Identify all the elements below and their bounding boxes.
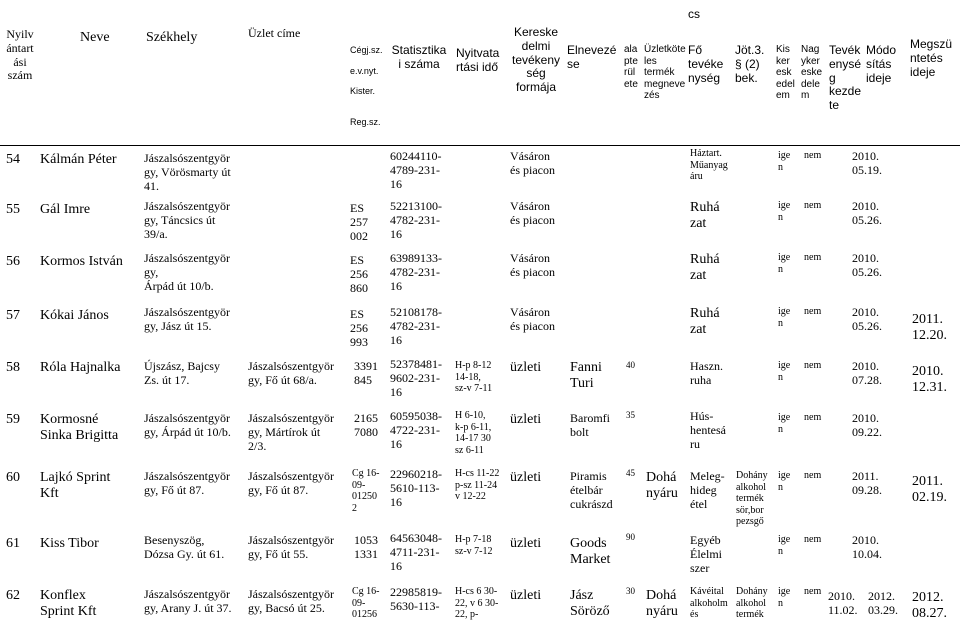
row-shop-address: Jászalsószentgyör gy, Mártírok út 2/3. — [248, 411, 334, 453]
row-opening-hours: H-p 8-12 14-18, sz-v 7-11 — [455, 360, 493, 394]
row-number: 58 — [6, 360, 20, 375]
row-shop-name: Piramis ételbár cukrászd — [570, 469, 613, 511]
row-wholesale: nem — [804, 360, 822, 371]
col-header-start-date: Tevék enysé g kezde te — [829, 43, 862, 113]
row-main-activity: Ruhá zat — [690, 200, 720, 232]
row-area: 30 — [626, 586, 635, 596]
row-area: 40 — [626, 360, 635, 370]
row-wholesale: nem — [804, 586, 822, 597]
row-seat: Jászalsószentgyör gy, Táncsics út 39/a. — [144, 199, 230, 241]
row-trade-form: Vásáron és piacon — [510, 251, 555, 279]
row-start-date: 2010. 05.26. — [852, 199, 882, 227]
row-wholesale: nem — [804, 306, 822, 317]
row-statistics: 22985819- 5630-113- — [390, 585, 442, 613]
row-start-date: 2010. 05.19. — [852, 149, 882, 177]
row-end-date: 2011. 02.19. — [912, 474, 947, 506]
row-number: 59 — [6, 412, 20, 427]
row-shop-address: Jászalsószentgyör gy, Bacsó út 25. — [248, 587, 334, 615]
row-statistics: 22960218- 5610-113- 16 — [390, 467, 442, 509]
row-number: 54 — [6, 152, 20, 167]
row-shop-address: Jászalsószentgyör gy, Fő út 55. — [248, 533, 334, 561]
row-trade-form: üzleti — [510, 412, 542, 427]
col-header-modified: Módo sítás ideje — [866, 43, 897, 85]
row-seat: Jászalsószentgyör gy, Árpád út 10/b. — [144, 251, 230, 293]
row-retail: ige n — [778, 150, 791, 173]
row-retail: ige n — [778, 252, 791, 275]
row-retail: ige n — [778, 306, 791, 329]
col-header-jot: Jöt.3. § (2) bek. — [735, 43, 765, 85]
col-header-wholesale: Nag yker eske dele m — [801, 44, 823, 101]
row-shop-name: Goods Market — [570, 536, 611, 568]
col-header-number: Nyilv ántart ási szám — [6, 27, 34, 83]
row-retail: ige n — [778, 360, 791, 383]
row-wholesale: nem — [804, 534, 822, 545]
row-name: Kiss Tibor — [40, 536, 99, 551]
row-main-activity: Háztart. Műanyag áru — [690, 148, 728, 182]
row-jot: Dohány alkohol termék — [736, 586, 768, 620]
row-trade-form: üzleti — [510, 360, 542, 375]
row-retail: ige n — [778, 470, 791, 493]
row-number: 62 — [6, 588, 20, 603]
row-name: Kormos István — [40, 254, 123, 269]
row-main-activity: Egyéb Élelmi szer — [690, 533, 722, 575]
header-divider — [0, 145, 960, 146]
col-header-cs: cs — [688, 7, 700, 21]
row-name: Kókai János — [40, 308, 109, 323]
row-end-date: 2012. 08.27. — [912, 590, 947, 622]
row-main-activity: Ruhá zat — [690, 306, 720, 338]
row-shop-name: Jász Söröző — [570, 588, 610, 620]
row-product: Dohá nyáru — [646, 470, 678, 502]
row-wholesale: nem — [804, 470, 822, 481]
row-seat: Jászalsószentgyör gy, Vörösmarty út 41. — [144, 151, 231, 193]
row-statistics: 52108178- 4782-231- 16 — [390, 305, 442, 347]
row-statistics: 52213100- 4782-231- 16 — [390, 199, 442, 241]
row-shop-address: Jászalsószentgyör gy, Fő út 68/a. — [248, 359, 334, 387]
col-header-terminated: Megszü ntetés ideje — [910, 37, 953, 79]
row-start-date: 2010. 05.26. — [852, 305, 882, 333]
row-start-date: 2010. 09.22. — [852, 411, 882, 439]
row-registration: 1053 1331 — [354, 533, 378, 561]
row-statistics: 52378481- 9602-231- 16 — [390, 357, 442, 399]
row-registration: 2165 7080 — [354, 411, 378, 439]
row-end-date: 2011. 12.20. — [912, 312, 947, 344]
row-trade-form: üzleti — [510, 470, 542, 485]
row-registration: 3391 845 — [354, 359, 378, 387]
row-registration: ES 256 860 — [350, 253, 368, 295]
row-start-date: 2010. 10.04. — [852, 533, 882, 561]
row-retail: ige n — [778, 586, 791, 609]
row-seat: Jászalsószentgyör gy, Árpád út 10/b. — [144, 411, 231, 439]
col-header-name: Neve — [80, 30, 110, 45]
row-wholesale: nem — [804, 200, 822, 211]
row-number: 55 — [6, 202, 20, 217]
row-name: Konflex Sprint Kft — [40, 588, 97, 620]
col-header-main-activity: Fő tevéke nység — [688, 43, 724, 85]
row-area: 45 — [626, 468, 635, 478]
row-name: Róla Hajnalka — [40, 360, 121, 375]
row-main-activity: Meleg- hideg étel — [690, 469, 725, 511]
row-registration: ES 257 002 — [350, 201, 368, 243]
row-wholesale: nem — [804, 412, 822, 423]
row-retail: ige n — [778, 534, 791, 557]
row-registration: ES 256 993 — [350, 307, 368, 349]
row-number: 57 — [6, 308, 20, 323]
col-header-shop-name: Elnevezé se — [567, 43, 617, 71]
row-area: 35 — [626, 410, 635, 420]
row-statistics: 64563048- 4711-231- 16 — [390, 531, 442, 573]
row-start-date: 2010. 05.26. — [852, 251, 882, 279]
row-opening-hours: H-cs 6 30- 22, v 6 30- 22, p- — [455, 586, 499, 620]
row-number: 61 — [6, 536, 20, 551]
row-name: Kálmán Péter — [40, 152, 117, 167]
col-header-product: Üzletköte les termék megneve zés — [644, 44, 686, 101]
col-header-seat: Székhely — [146, 30, 198, 45]
row-trade-form: Vásáron és piacon — [510, 149, 555, 177]
row-trade-form: üzleti — [510, 588, 542, 603]
row-seat: Újszász, Bajcsy Zs. út 17. — [144, 359, 220, 387]
row-end-date: 2010. 12.31. — [912, 364, 947, 396]
col-header-statistics: Statisztika i száma — [391, 43, 447, 71]
row-modified-date: 2012. 03.29. — [868, 589, 898, 617]
row-main-activity: Kávéital alkoholm és — [690, 586, 728, 620]
row-retail: ige n — [778, 200, 791, 223]
col-header-retail: Kis ker esk edel em — [776, 44, 795, 101]
row-statistics: 60244110- 4789-231- 16 — [390, 149, 442, 191]
row-product: Dohá nyáru — [646, 588, 678, 620]
row-statistics: 63989133- 4782-231- 16 — [390, 251, 442, 293]
col-header-registration: Cégj.sz. e.v.nyt. Kister. Reg.sz. — [350, 45, 383, 128]
row-trade-form: üzleti — [510, 536, 542, 551]
row-seat: Jászalsószentgyör gy, Arany J. út 37. — [144, 587, 232, 615]
row-opening-hours: H-cs 11-22 p-sz 11-24 v 12-22 — [455, 468, 500, 502]
row-shop-address: Jászalsószentgyör gy, Fő út 87. — [248, 469, 334, 497]
row-registration: Cg 16- 09- 01256 — [352, 586, 380, 620]
row-main-activity: Ruhá zat — [690, 252, 720, 284]
row-start-date: 2010. 07.28. — [852, 359, 882, 387]
row-main-activity: Hús- hentesá ru — [690, 409, 726, 451]
row-start-date: 2011. 09.28. — [852, 469, 882, 497]
row-main-activity: Haszn. ruha — [690, 359, 723, 387]
row-number: 56 — [6, 254, 20, 269]
row-wholesale: nem — [804, 252, 822, 263]
row-name: Lajkó Sprint Kft — [40, 470, 111, 502]
row-registration: Cg 16- 09- 01250 2 — [352, 468, 380, 514]
col-header-area: ala pte rül ete — [624, 44, 638, 90]
row-seat: Besenyszög, Dózsa Gy. út 61. — [144, 533, 225, 561]
row-opening-hours: H 6-10, k-p 6-11, 14-17 30 sz 6-11 — [455, 410, 492, 456]
row-seat: Jászalsószentgyör gy, Fő út 87. — [144, 469, 230, 497]
row-shop-name: Fanni Turi — [570, 360, 602, 392]
row-start-date: 2010. 11.02. — [828, 589, 858, 617]
row-number: 60 — [6, 470, 20, 485]
row-name: Kormosné Sinka Brigitta — [40, 412, 119, 444]
row-name: Gál Imre — [40, 202, 91, 217]
row-retail: ige n — [778, 412, 791, 435]
row-statistics: 60595038- 4722-231- 16 — [390, 409, 442, 451]
col-header-opening-hours: Nyitvata rtási idő — [456, 46, 500, 74]
row-jot: Dohány alkohol termék sör,bor pezsgő — [736, 470, 768, 527]
row-trade-form: Vásáron és piacon — [510, 199, 555, 227]
row-area: 90 — [626, 532, 635, 542]
col-header-shop-address: Üzlet címe — [248, 26, 301, 40]
row-trade-form: Vásáron és piacon — [510, 305, 555, 333]
row-shop-name: Baromfi bolt — [570, 411, 610, 439]
row-wholesale: nem — [804, 150, 822, 161]
row-seat: Jászalsószentgyör gy, Jász út 15. — [144, 305, 230, 333]
row-opening-hours: H-p 7-18 sz-v 7-12 — [455, 534, 493, 557]
col-header-trade-form: Kereske delmi tevékeny ség formája — [511, 25, 561, 95]
